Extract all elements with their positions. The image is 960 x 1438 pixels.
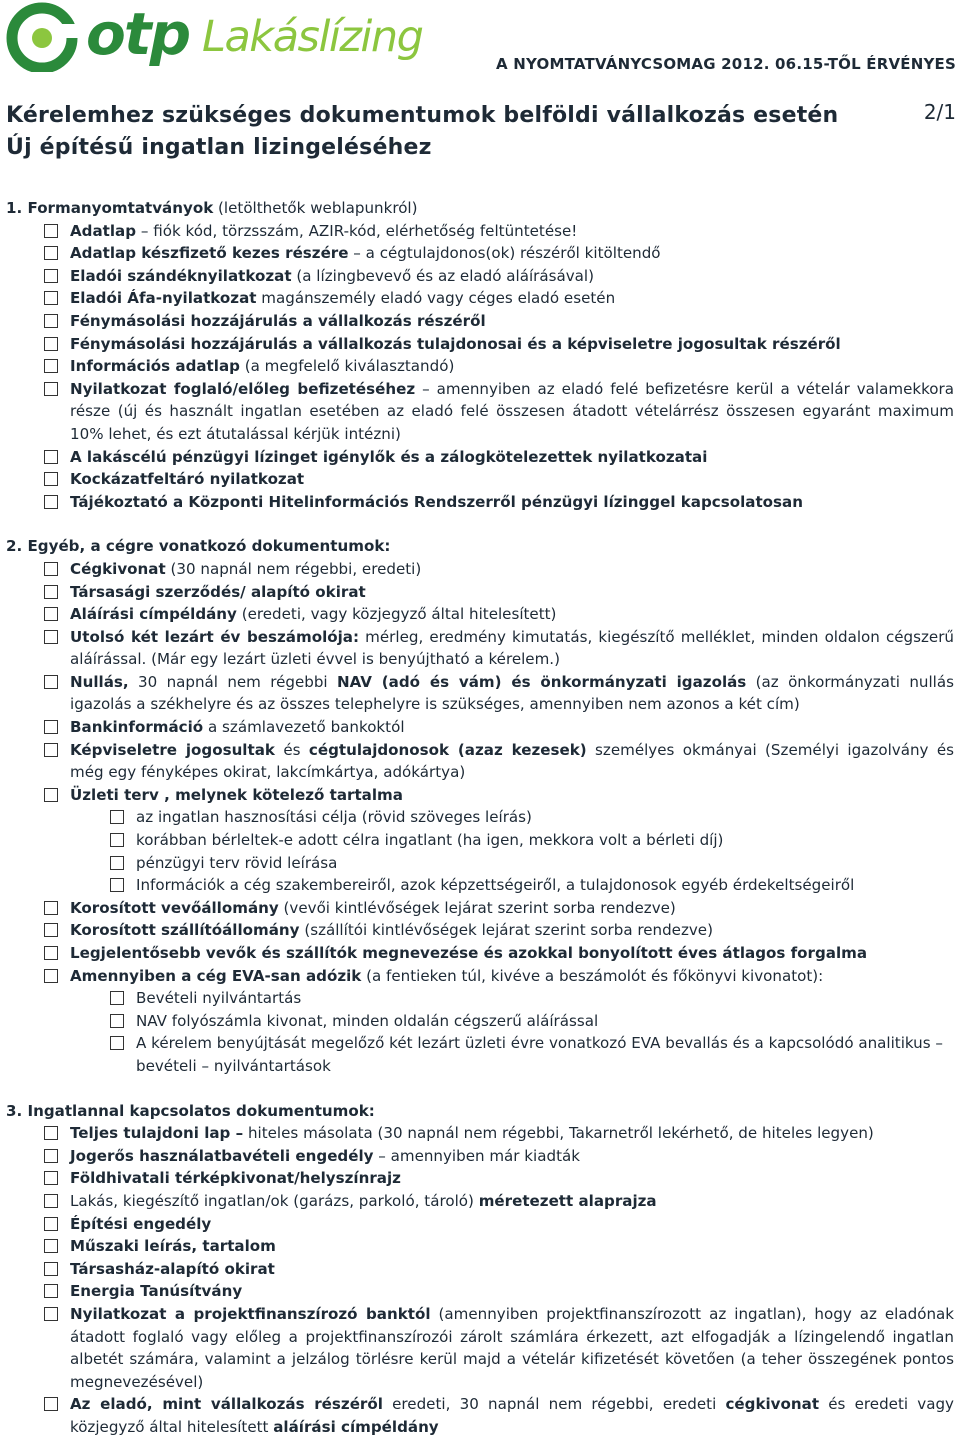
checklist-subitem	[6, 1032, 954, 1077]
section-title-note: (letölthetők weblapunkról)	[213, 199, 418, 217]
checkbox[interactable]	[44, 472, 58, 486]
item-text: eredeti, 30 napnál nem régebbi, eredeti	[382, 1395, 726, 1414]
checkbox[interactable]	[44, 314, 58, 328]
header	[0, 0, 960, 80]
page-number: 2/1	[923, 100, 956, 124]
checkbox[interactable]	[44, 720, 58, 734]
item-text: (30 napnál nem régebbi, eredeti)	[165, 559, 422, 578]
checkbox[interactable]	[44, 1171, 58, 1185]
checkbox[interactable]	[44, 923, 58, 937]
item-bold: Adatlap készfizető kezes részére	[70, 244, 349, 263]
checkbox[interactable]	[44, 450, 58, 464]
item-bold: Nyilatkozat a projektfinanszírozó banktól	[70, 1304, 431, 1323]
section-title-bold: 1. Formanyomtatványok	[6, 199, 214, 217]
item-text: (a lízingbevevő és az eladó aláírásával)	[291, 266, 594, 285]
checklist-item	[6, 1213, 954, 1236]
checklist-item	[6, 581, 954, 604]
checkbox[interactable]	[44, 562, 58, 576]
item-text: (a fentieken túl, kivéve a beszámolót és főkönyvi kivonatot):	[361, 966, 824, 985]
checklist-item	[6, 333, 954, 356]
item-bold: Földhivatali térképkivonat/helyszínrajz	[70, 1169, 401, 1188]
item-bold: Az eladó, mint vállalkozás részéről	[70, 1395, 383, 1414]
item-text: mérleg, eredmény kimutatás, kiegészítő melléklet, minden oldalon cégszerű aláírással. (Már egy lezárt üzleti évvel is benyújtható a kérelem.)	[70, 627, 954, 669]
checklist-item	[6, 378, 954, 446]
checklist-item	[6, 671, 954, 716]
title-line-2: Új építésű ingatlan lizingeléséhez	[6, 135, 432, 160]
checkbox[interactable]	[44, 1194, 58, 1208]
item-bold: Teljes tulajdoni lap –	[70, 1124, 244, 1143]
checkbox[interactable]	[44, 269, 58, 283]
checklist-item	[6, 965, 954, 988]
item-bold: Képviseletre jogosultak	[70, 740, 275, 759]
item-bold: Építési engedély	[70, 1214, 212, 1233]
checklist-subitem	[6, 874, 954, 897]
checklist-item	[6, 242, 954, 265]
checklist-subitem	[6, 806, 954, 829]
checkbox[interactable]	[110, 833, 124, 847]
item-text: pénzügyi terv rövid leírása	[136, 853, 338, 872]
checklist-item	[6, 942, 954, 965]
section-property-documents	[6, 1100, 954, 1438]
checkbox[interactable]	[44, 291, 58, 305]
section-title	[6, 197, 954, 220]
item-bold: Utolsó két lezárt év beszámolója:	[70, 627, 360, 646]
checklist-item	[6, 491, 954, 514]
validity-note: A NYOMTATVÁNYCSOMAG 2012. 06.15-TŐL ÉRVÉNYES	[496, 55, 956, 73]
item-text: korábban bérleltek-e adott célra ingatlant (ha igen, mekkora volt a bérleti díj)	[136, 831, 724, 850]
checkbox[interactable]	[44, 495, 58, 509]
checkbox[interactable]	[44, 607, 58, 621]
item-text: és	[274, 740, 309, 759]
checklist-item	[6, 919, 954, 942]
item-bold: cégtulajdonosok (azaz kezesek)	[308, 740, 587, 759]
section-title: 2. Egyéb, a cégre vonatkozó dokumentumok:	[6, 537, 391, 556]
checkbox[interactable]	[110, 1036, 124, 1050]
item-bold: Nyilatkozat foglaló/előleg befizetéséhez	[70, 379, 416, 398]
item-bold: Eladói szándéknyilatkozat	[70, 266, 292, 285]
otp-lakaslizing-logo	[6, 2, 436, 72]
document-body	[6, 197, 954, 1438]
item-bold: Energia Tanúsítvány	[70, 1282, 243, 1301]
item-bold: Korosított szállítóállomány	[70, 921, 300, 940]
checkbox[interactable]	[44, 630, 58, 644]
item-text: – fiók kód, törzsszám, AZIR-kód, elérhetőség feltüntetése!	[136, 221, 578, 240]
checkbox[interactable]	[110, 878, 124, 892]
item-bold: Társasház-alapító okirat	[70, 1259, 275, 1278]
item-bold: NAV (adó és vám) és önkormányzati igazolás	[337, 672, 747, 691]
checkbox[interactable]	[110, 991, 124, 1005]
checkbox[interactable]	[44, 585, 58, 599]
item-bold: Társasági szerződés/ alapító okirat	[70, 582, 366, 601]
item-bold: Nullás,	[70, 672, 129, 691]
checkbox[interactable]	[44, 1149, 58, 1163]
checkbox[interactable]	[44, 1217, 58, 1231]
logo-otp-text: otp	[86, 0, 190, 68]
item-text: a számlavezető bankoktól	[203, 718, 405, 737]
checklist-item	[6, 468, 954, 491]
checkbox[interactable]	[44, 337, 58, 351]
section-forms	[6, 197, 954, 513]
item-text: hiteles másolata (30 napnál nem régebbi, Takarnetről lekérhető, de hiteles legyen)	[243, 1124, 874, 1143]
item-text: az ingatlan hasznosítási célja (rövid szöveges leírás)	[136, 808, 532, 827]
checklist-subitem	[6, 852, 954, 875]
checklist-item	[6, 1145, 954, 1168]
item-text: (a megfelelő kiválasztandó)	[239, 357, 455, 376]
checkbox[interactable]	[44, 1397, 58, 1411]
checklist-item	[6, 287, 954, 310]
checklist-item	[6, 784, 954, 807]
checklist-item	[6, 558, 954, 581]
checklist-item	[6, 220, 954, 243]
item-bold: Cégkivonat	[70, 559, 166, 578]
checkbox[interactable]	[44, 1262, 58, 1276]
item-bold: Bankinformáció	[70, 718, 204, 737]
checkbox[interactable]	[44, 359, 58, 373]
item-bold: A lakáscélú pénzügyi lízinget igénylők és a zálogkötelezettek nyilatkozatai	[70, 447, 708, 466]
item-bold: Adatlap	[70, 221, 137, 240]
checkbox[interactable]	[44, 224, 58, 238]
section-company-documents	[6, 535, 954, 1077]
item-text: 30 napnál nem régebbi	[128, 672, 337, 691]
checklist-subitem	[6, 1010, 954, 1033]
item-bold: Fénymásolási hozzájárulás a vállalkozás tulajdonosai és a képviseletre jogosultak részéről	[70, 334, 841, 353]
checklist-item	[6, 1167, 954, 1190]
item-text: Információk a cég szakembereiről, azok képzettségeiről, a tulajdonosok egyéb érdekeltségeiről	[136, 876, 855, 895]
item-bold: Kockázatfeltáró nyilatkozat	[70, 470, 305, 489]
checklist-item	[6, 1393, 954, 1438]
item-bold: Korosított vevőállomány	[70, 898, 279, 917]
checkbox[interactable]	[44, 1239, 58, 1253]
checklist-item	[6, 1258, 954, 1281]
item-bold: Információs adatlap	[70, 357, 240, 376]
item-bold: Tájékoztató a Központi Hitelinformációs Rendszerről pénzügyi lízinggel kapcsolatosan	[70, 492, 803, 511]
checklist-item	[6, 446, 954, 469]
checklist-item	[6, 355, 954, 378]
checkbox[interactable]	[44, 382, 58, 396]
item-bold: Legjelentősebb vevők és szállítók megnevezése és azokkal bonyolított éves átlagos forgalma	[70, 944, 868, 962]
checklist-item	[6, 626, 954, 671]
checkbox[interactable]	[44, 1126, 58, 1140]
checkbox[interactable]	[44, 1284, 58, 1298]
checkbox[interactable]	[110, 856, 124, 870]
item-text: Bevételi nyilvántartás	[136, 989, 302, 1008]
item-text: – amennyiben az eladó felé befizetésre kerül a vételár valamekkora része (új és használt ingatlan esetében az eladó felé összesen átadott vételárrész összesen egyaránt maximum 10% lehet, és ezt átutalással kérjük intézni)	[70, 379, 954, 443]
document-title	[6, 100, 886, 164]
checklist-item	[6, 1303, 954, 1393]
checklist-item	[6, 739, 954, 784]
item-bold: méretezett alaprajza	[478, 1191, 657, 1210]
item-text: és eredeti vagy közjegyző által hitelesített	[70, 1395, 954, 1436]
checkbox[interactable]	[44, 788, 58, 802]
item-bold: Fénymásolási hozzájárulás a vállalkozás részéről	[70, 311, 486, 330]
checklist-item	[6, 603, 954, 626]
checklist-subitem	[6, 987, 954, 1010]
item-text: (amennyiben projektfinanszírozott az ingatlan), hogy az eladónak átadott foglaló vagy előleg a projektfinanszírozói zárolt számlára érkezett, azt elfogadják a lízingelendő ingatlan albetét számára, valamint a jelzálog törlésre kerül majd a vételár kifizetését követően (a teher összegének pontos megnevezésével)	[70, 1304, 954, 1391]
checkbox[interactable]	[44, 969, 58, 983]
checkbox[interactable]	[44, 1307, 58, 1321]
checklist-item	[6, 1235, 954, 1258]
checklist-item	[6, 1280, 954, 1303]
item-bold: cégkivonat	[725, 1395, 820, 1414]
checkbox[interactable]	[44, 946, 58, 960]
checklist-item	[6, 310, 954, 333]
checklist-item	[6, 716, 954, 739]
item-text: magánszemély eladó vagy céges eladó esetén	[256, 289, 616, 308]
logo-lakaslizing-text: Lakáslízing	[202, 12, 423, 62]
checklist-item	[6, 1122, 954, 1145]
item-bold: Műszaki leírás, tartalom	[70, 1237, 276, 1256]
otp-logo-icon	[6, 2, 82, 72]
checklist-item	[6, 1190, 954, 1213]
item-text: – amennyiben már kiadták	[373, 1146, 580, 1165]
item-bold: aláírási címpéldány	[273, 1417, 439, 1436]
checklist-item	[6, 265, 954, 288]
item-bold: Eladói Áfa-nyilatkozat	[70, 289, 257, 308]
checkbox[interactable]	[44, 743, 58, 757]
item-text: (vevői kintlévőségek lejárat szerint sorba rendezve)	[278, 898, 676, 917]
section-title: 3. Ingatlannal kapcsolatos dokumentumok:	[6, 1101, 375, 1120]
item-text: személyes okmányai (Személyi igazolvány és még egy fényképes okirat, lakcímkártya, adókártya)	[70, 740, 955, 782]
checkbox[interactable]	[110, 1014, 124, 1028]
item-text: Lakás, kiegészítő ingatlan/ok (garázs, parkoló, tároló)	[70, 1191, 479, 1210]
checkbox[interactable]	[44, 901, 58, 915]
item-text: (az önkormányzati nullás igazolás a székhelyre és az összes telephelyre is szükséges, amennyiben nem azonos a két cím)	[70, 672, 954, 714]
item-text: (eredeti, vagy közjegyző által hitelesített)	[236, 605, 557, 624]
item-bold: Üzleti terv , melynek kötelező tartalma	[70, 785, 403, 804]
checklist-item	[6, 897, 954, 920]
item-text: NAV folyószámla kivonat, minden oldalán cégszerű aláírással	[136, 1011, 599, 1030]
checkbox[interactable]	[44, 246, 58, 260]
item-bold: Aláírási címpéldány	[70, 605, 237, 624]
item-bold: Jogerős használatbavételi engedély	[70, 1146, 374, 1165]
item-text: (szállítói kintlévőségek lejárat szerint sorba rendezve)	[299, 921, 713, 940]
item-text: A kérelem benyújtását megelőző két lezárt üzleti évre vonatkozó EVA bevallás és a kapcsolódó analitikus – bevételi – nyilvántartások	[136, 1034, 943, 1075]
checklist-subitem	[6, 829, 954, 852]
checkbox[interactable]	[110, 810, 124, 824]
title-line-1: Kérelemhez szükséges dokumentumok belföldi vállalkozás esetén	[6, 103, 839, 128]
item-bold: Amennyiben a cég EVA-san adózik	[70, 966, 362, 985]
checkbox[interactable]	[44, 675, 58, 689]
item-text: – a cégtulajdonos(ok) részéről kitöltendő	[348, 244, 661, 263]
